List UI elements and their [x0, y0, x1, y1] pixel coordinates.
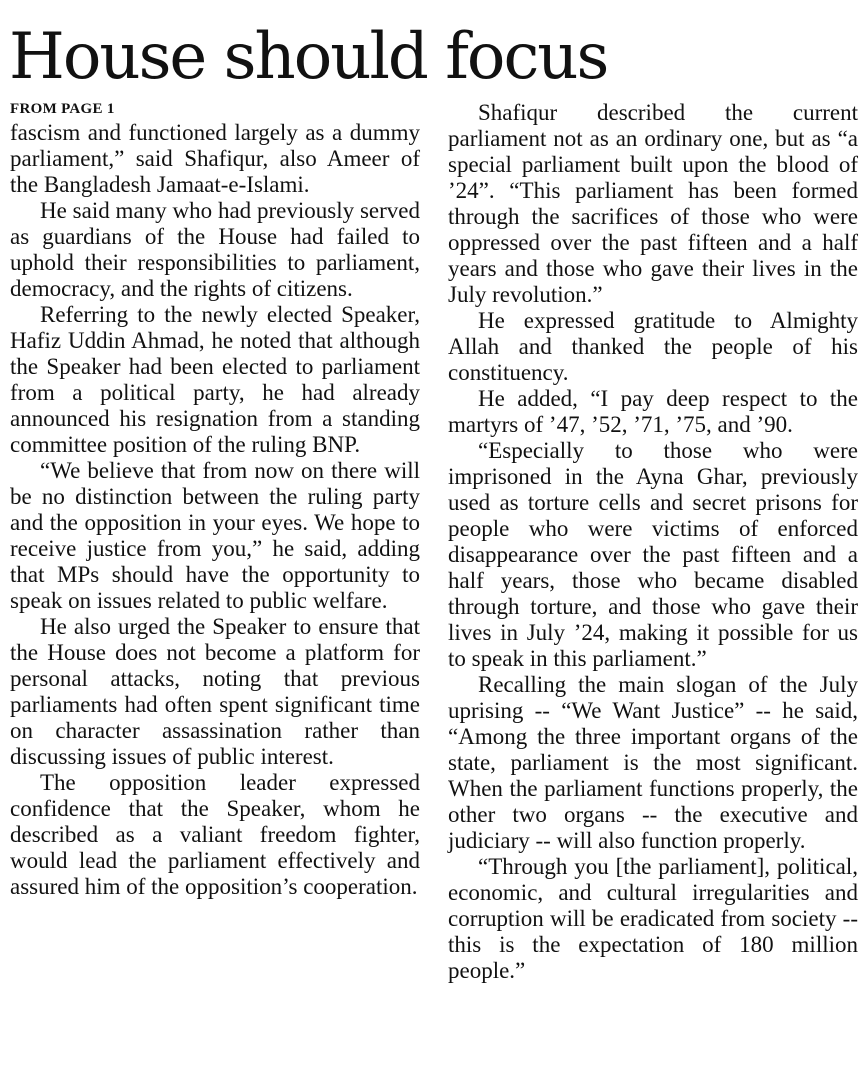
- paragraph: He expressed gratitude to Almighty Allah and thanked the people of his constituency.: [448, 308, 858, 385]
- paragraph: He added, “I pay deep respect to the martyrs of ’47, ’52, ’71, ’75, and ’90.: [448, 386, 858, 437]
- paragraph: Referring to the newly elected Speaker, Hafiz Uddin Ahmad, he noted that although the Speaker had been elected to parliament from a political party, he had already announced his resignation from a standing committee position of the ruling BNP.: [10, 302, 420, 457]
- paragraph: “We believe that from now on there will be no distinction between the ruling party and the opposition in your eyes. We hope to receive justice from you,” he said, adding that MPs should have the opportunity to speak on issues related to public welfare.: [10, 458, 420, 613]
- paragraph: He said many who had previously served as guardians of the House had failed to uphold their responsibilities to parliament, democracy, and the rights of citizens.: [10, 198, 420, 301]
- right-column: [448, 100, 858, 984]
- paragraph: “Especially to those who were imprisoned in the Ayna Ghar, previously used as torture cells and secret prisons for people who were victims of enforced disappearance over the past fifteen and a half years, those who became disabled through torture, and those who gave their lives in July ’24, making it possible for us to speak in this parliament.”: [448, 438, 858, 671]
- paragraph-continued: fascism and functioned largely as a dummy parliament,” said Shafiqur, also Ameer of the Bangladesh Jamaat-e-Islami.: [10, 120, 420, 197]
- headline: House should focus: [9, 20, 608, 94]
- jump-label: FROM PAGE 1: [10, 101, 115, 117]
- paragraph: Shafiqur described the current parliament not as an ordinary one, but as “a special parliament built upon the blood of ’24”. “This parliament has been formed through the sacrifices of those who were oppressed over the past fifteen and a half years and those who gave their lives in the July revolution.”: [448, 100, 858, 307]
- paragraph: He also urged the Speaker to ensure that the House does not become a platform for personal attacks, noting that previous parliaments had often spent significant time on character assassination rather than discussing issues of public interest.: [10, 614, 420, 769]
- left-column: [10, 100, 420, 900]
- paragraph: “Through you [the parliament], political, economic, and cultural irregularities and corruption will be eradicated from society -- this is the expectation of 180 million people.”: [448, 854, 858, 983]
- paragraph: The opposition leader expressed confidence that the Speaker, whom he described as a valiant freedom fighter, would lead the parliament effectively and assured him of the opposition’s cooperation.: [10, 770, 420, 899]
- paragraph: Recalling the main slogan of the July uprising -- “We Want Justice” -- he said, “Among the three important organs of the state, parliament is the most significant. When the parliament functions properly, the other two organs -- the executive and judiciary -- will also function properly.: [448, 672, 858, 853]
